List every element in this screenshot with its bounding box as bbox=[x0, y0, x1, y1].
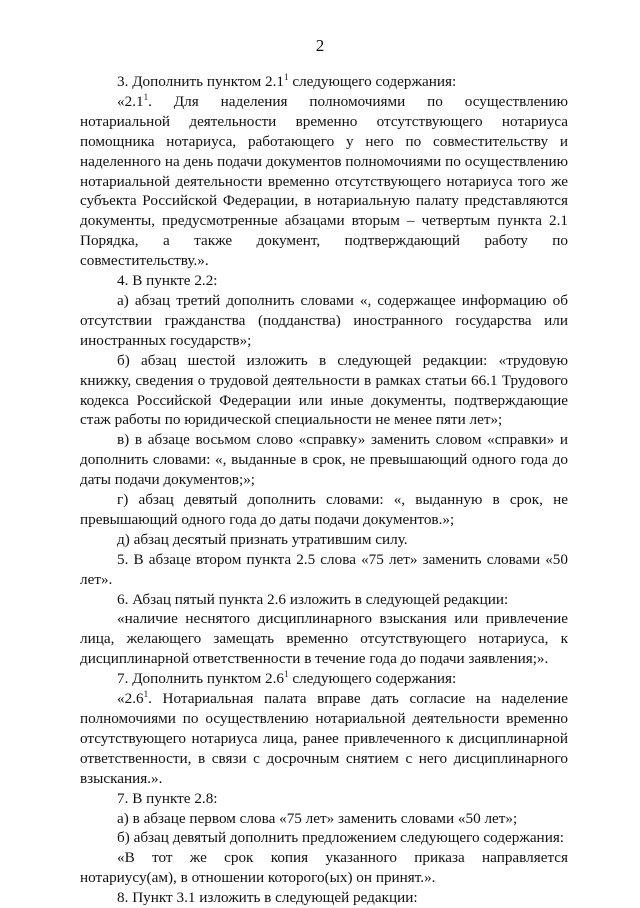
paragraph-text: «В тот же срок копия указанного приказа направляется нотариусу(ам), в отношении которого(ых) он принят.». bbox=[80, 849, 568, 887]
paragraph bbox=[80, 809, 568, 829]
paragraph-text: 6. Абзац пятый пункта 2.6 изложить в следующей редакции: bbox=[117, 590, 509, 608]
paragraph bbox=[80, 490, 568, 530]
paragraph-text: . Нотариальная палата вправе дать согласие на наделение полномочиями по осуществлению нотариальной деятельности временно отсутствующего нотариуса лица, ранее привлеченного к дисциплинарной ответственности, в связи с досрочным снятием с него дисциплинарного взыскания.». bbox=[80, 690, 568, 787]
paragraph-text: 3. Дополнить пунктом 2.1 bbox=[117, 73, 285, 90]
paragraph-text: а) в абзаце первом слова «75 лет» заменить словами «50 лет»; bbox=[117, 809, 518, 827]
paragraph-text: 7. В пункте 2.8: bbox=[117, 789, 218, 807]
paragraph-text: 8. Пункт 3.1 изложить в следующей редакции: bbox=[117, 889, 418, 907]
paragraph bbox=[80, 72, 568, 92]
paragraph-text: 5. В абзаце втором пункта 2.5 слова «75 лет» заменить словами «50 лет». bbox=[80, 550, 568, 588]
paragraph bbox=[80, 550, 568, 590]
paragraph-text: г) абзац девятый дополнить словами: «, выданную в срок, не превышающий одного года до даты подачи документов.»; bbox=[80, 491, 568, 528]
superscript: 1 bbox=[143, 689, 149, 700]
paragraph-text: б) абзац шестой изложить в следующей редакции: «трудовую книжку, сведения о трудовой деятельности в рамках статьи 66.1 Трудового кодекса Российской Федерации или иные документы, подтверждающие стаж работы по юридической специальности не менее пяти лет»; bbox=[80, 351, 568, 429]
paragraph bbox=[80, 291, 568, 351]
paragraph-text: следующего содержания: bbox=[288, 73, 457, 90]
superscript: 1 bbox=[284, 669, 289, 680]
paragraph bbox=[80, 530, 568, 550]
paragraph-text: следующего содержания: bbox=[288, 670, 457, 688]
paragraph bbox=[80, 848, 568, 888]
paragraph bbox=[80, 92, 568, 271]
paragraph bbox=[80, 590, 568, 610]
superscript: 1 bbox=[143, 91, 149, 102]
paragraph-text: «наличие неснятого дисциплинарного взыскания или привлечение лица, желающего замещать временно отсутствующего нотариуса, к дисциплинарной ответственности в течение года до подачи заявления;». bbox=[80, 610, 568, 668]
paragraph-text: д) абзац десятый признать утратившим силу. bbox=[117, 530, 408, 548]
paragraph bbox=[80, 888, 568, 908]
paragraph bbox=[80, 430, 568, 490]
page-number: 2 bbox=[315, 36, 325, 55]
paragraph bbox=[80, 789, 568, 809]
superscript: 1 bbox=[284, 72, 289, 82]
paragraph bbox=[80, 351, 568, 431]
paragraph bbox=[80, 271, 568, 291]
paragraph bbox=[80, 689, 568, 789]
paragraph bbox=[80, 609, 568, 669]
paragraph-text: «2.1 bbox=[117, 92, 144, 110]
paragraph-text: в) в абзаце восьмом слово «справку» заменить словом «справки» и дополнить словами: «, выданные в срок, не превышающий одного года до даты подачи документов;»; bbox=[80, 431, 568, 489]
paragraph bbox=[80, 828, 568, 848]
paragraph-text: б) абзац девятый дополнить предложением следующего содержания: bbox=[117, 829, 565, 847]
paragraph-text: . Для наделения полномочиями по осуществлению нотариальной деятельности временно отсутствующего нотариуса помощника нотариуса, работающего у него по совместительству и наделенного на день подачи документов полномочиями по осуществлению нотариальной деятельности временно отсутствующего нотариуса того же субъекта Российской Федерации, в нотариальную палату представляются документы, предусмотренные абзацами вторым – четвертым пункта 2.1 Порядка, а также документ, подтверждающий работу по совместительству.». bbox=[80, 92, 568, 270]
paragraph bbox=[80, 669, 568, 689]
paragraph-text: 7. Дополнить пунктом 2.6 bbox=[117, 670, 285, 688]
document-body bbox=[80, 72, 568, 908]
paragraph-text: а) абзац третий дополнить словами «, содержащее информацию об отсутствии гражданства (подданства) иностранного государства или иностранных государств»; bbox=[80, 291, 568, 349]
paragraph-text: 4. В пункте 2.2: bbox=[117, 272, 218, 290]
paragraph-text: «2.6 bbox=[117, 690, 144, 708]
